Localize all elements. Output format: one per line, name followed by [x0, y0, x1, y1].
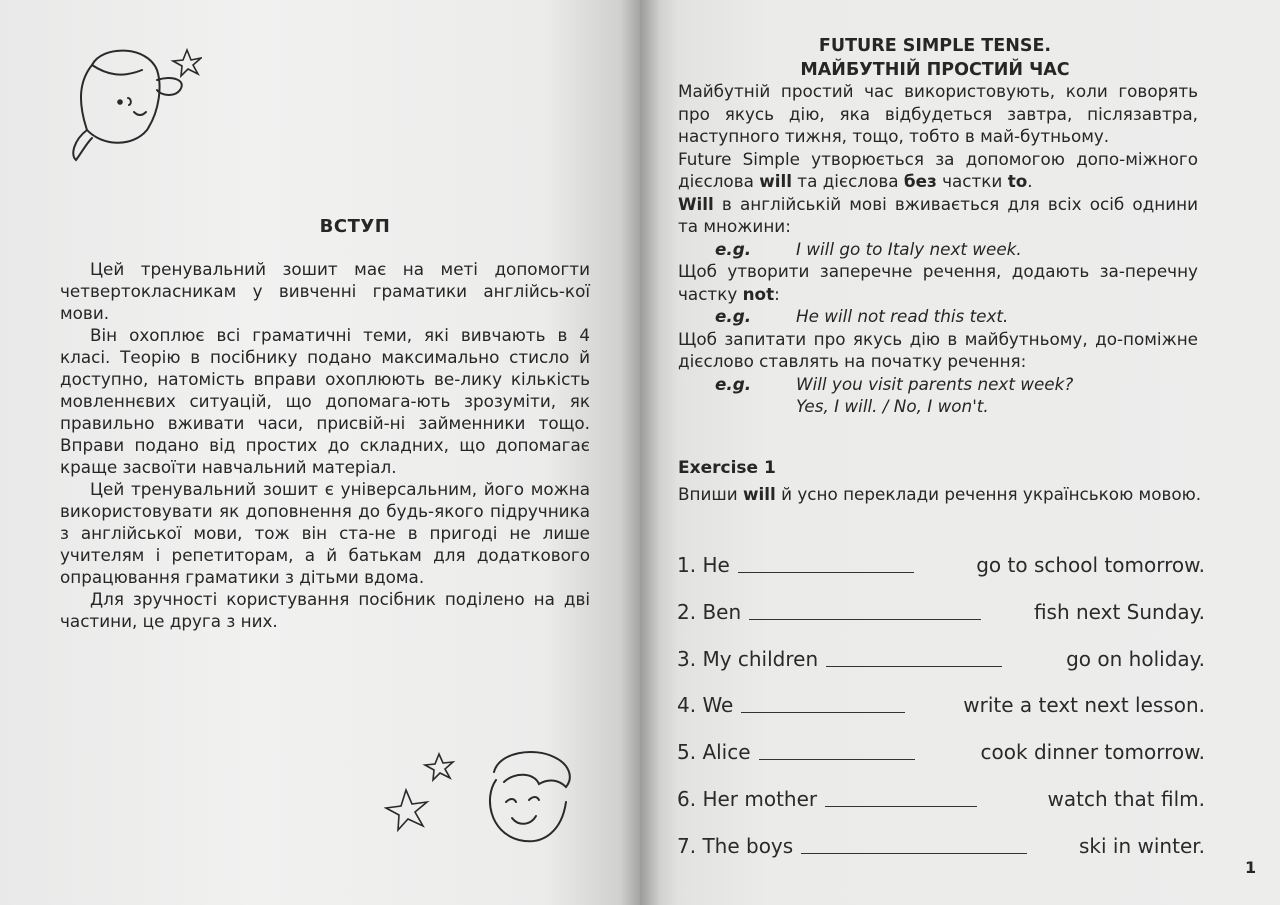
answer-blank[interactable] [801, 852, 1027, 854]
exercise-item [677, 549, 1205, 577]
item-rest: write a text next lesson. [963, 693, 1205, 717]
example-text: I will go to Italy next week. [796, 238, 1022, 259]
item-rest: fish next Sunday. [1033, 600, 1205, 624]
exercise-item [677, 783, 1205, 811]
example-label: e.g. [715, 373, 752, 394]
grammar-explanation [678, 80, 1198, 418]
answer-blank[interactable] [738, 571, 914, 573]
exercise-item [677, 643, 1205, 671]
example-text: Will you visit parents next week? [796, 373, 1074, 394]
boy-face-icon [384, 742, 584, 862]
item-rest: ski in winter. [1079, 834, 1205, 858]
answer-blank[interactable] [759, 758, 915, 760]
example-text: He will not read this text. [796, 306, 1009, 326]
item-subject: 6. Her mother [677, 787, 818, 811]
will-usage-rule: Will в англійській мові вживається для всіх осіб однини та множини: [678, 193, 1198, 236]
title-line-english: FUTURE SIMPLE TENSE. [818, 36, 1052, 56]
item-rest: go on holiday. [1066, 647, 1205, 671]
item-rest: watch that film. [1047, 787, 1205, 811]
girl-face-icon [62, 40, 202, 170]
item-rest: cook dinner tomorrow. [980, 740, 1205, 764]
item-rest: go to school tomorrow. [976, 553, 1205, 577]
intro-title: ВСТУП [319, 216, 391, 237]
formation-rule: Future Simple утворюється за допомогою допо-міжного дієслова will та дієслова без частки to. [678, 148, 1198, 191]
book-gutter [620, 0, 660, 905]
page-number: 1 [1245, 858, 1257, 877]
example-answer: Yes, I will. / No, I won't. [796, 396, 989, 416]
exercise-item [677, 830, 1205, 858]
intro-paragraph: Цей тренувальний зошит є універсальним, його можна використовувати як доповнення до будь-якого підручника з англійської мови, тож він ста-не в пригоді не лише учителям і репетиторам, а й батькам для додаткового опрацювання граматики з дітьми вдома. [60, 479, 590, 587]
answer-blank[interactable] [749, 618, 981, 620]
answer-blank[interactable] [825, 805, 977, 807]
exercise-instruction: Впиши will й усно переклади речення українською мовою. [678, 484, 1202, 504]
example-row [678, 238, 1198, 261]
item-subject: 7. The boys [677, 834, 794, 858]
section-title [760, 34, 1110, 82]
intro-body [60, 258, 590, 632]
example-row [678, 373, 1198, 396]
intro-paragraph: Він охоплює всі граматичні теми, які вивчають в 4 класі. Теорію в посібнику подано максимально стисло й доступно, натомість вправи охоплюють ве-лику кількість мовленнєвих ситуацій, що допомага-ють зрозуміти, як правильно вживати часи, присвій-ні займенники тощо. Вправи подано від простих до складних, що допомагає краще засвоїти навчальний матеріал. [60, 325, 590, 477]
answer-blank[interactable] [741, 711, 905, 713]
exercise-title: Exercise 1 [678, 458, 776, 478]
item-subject: 4. We [677, 693, 734, 717]
title-line-ukrainian: МАЙБУТНІЙ ПРОСТИЙ ЧАС [800, 60, 1070, 80]
example-label: e.g. [715, 238, 752, 259]
item-subject: 3. My children [677, 647, 819, 671]
negative-rule: Щоб утворити заперечне речення, додають за-перечну частку not: [678, 261, 1198, 304]
answer-blank[interactable] [826, 665, 1002, 667]
item-subject: 2. Ben [677, 600, 742, 624]
example-row [678, 305, 1198, 328]
example-label: e.g. [715, 306, 752, 326]
exercise-item [677, 596, 1205, 624]
item-subject: 1. He [677, 553, 730, 577]
intro-text: Майбутній простий час використовують, коли говорять про якусь дію, яка відбудеться завтра, післязавтра, наступного тижня, тощо, тобто в май-бутньому. [678, 81, 1198, 146]
intro-paragraph: Для зручності користування посібник поділено на дві частини, це друга з них. [60, 589, 590, 631]
question-rule: Щоб запитати про якусь дію в майбутньому, до-поміжне дієслово ставлять на початку речення: [678, 328, 1198, 371]
exercise-item [677, 689, 1205, 717]
exercise-item [677, 736, 1205, 764]
intro-paragraph: Цей тренувальний зошит має на меті допомогти четвертокласникам у вивченні граматики англійсь-кої мови. [60, 259, 590, 323]
item-subject: 5. Alice [677, 740, 751, 764]
